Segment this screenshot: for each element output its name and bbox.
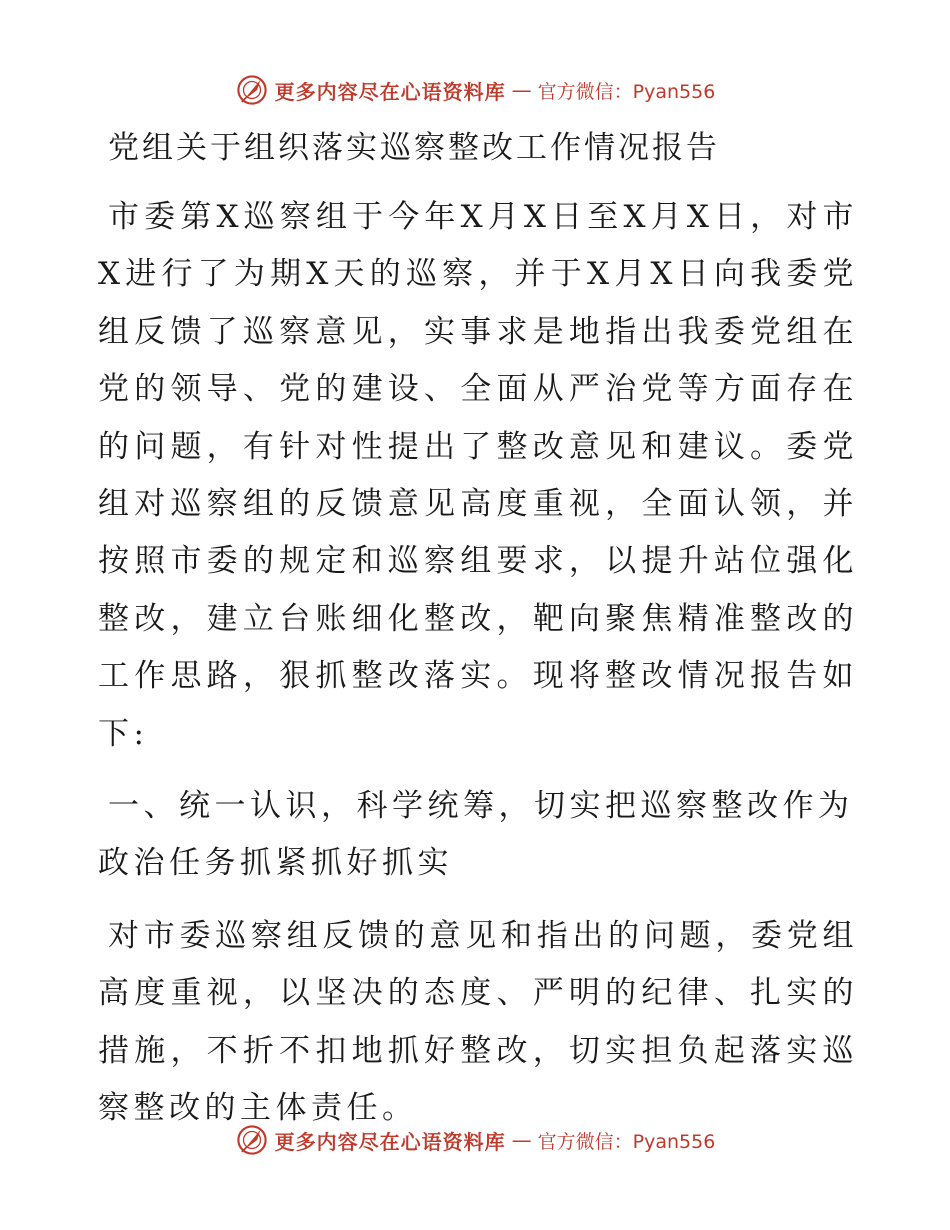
header-watermark-banner (0, 70, 950, 110)
watermark-separator: — (511, 1128, 532, 1152)
quill-pen-circle-icon (235, 1123, 269, 1157)
footer-watermark-group (235, 1123, 716, 1157)
footer-watermark-banner (0, 1120, 950, 1160)
quill-pen-circle-icon (235, 73, 269, 107)
watermark-wechat: 官方微信：Pyan556 (537, 80, 716, 103)
watermark-wechat: 官方微信：Pyan556 (537, 1130, 716, 1153)
document-body (98, 122, 858, 1153)
watermark-text: 更多内容尽在心语资料库 (274, 79, 506, 104)
section-paragraph: 对市委巡察组反馈的意见和指出的问题，委党组高度重视，以坚决的态度、严明的纪律、扎实的措施，不折不扣地抓好整改，切实担负起落实巡察整改的主体责任。 (98, 917, 858, 1127)
section-heading: 一、统一认识，科学统筹，切实把巡察整改作为政治任务抓紧抓好抓实 (98, 788, 854, 882)
header-watermark-group (235, 73, 716, 107)
intro-paragraph: 市委第X巡察组于今年X月X日至X月X日，对市X进行了为期X天的巡察，并于X月X日向我委党组反馈了巡察意见，实事求是地指出我委党组在党的领导、党的建设、全面从严治党等方面存在的问题，有针对性提出了整改意见和建议。委党组对巡察组的反馈意见高度重视，全面认领，并按照市委的规定和巡察组要求，以提升站位强化整改，建立台账细化整改，靶向聚焦精准整改的工作思路，狠抓整改落实。现将整改情况报告如下: (98, 199, 858, 752)
watermark-separator: — (511, 78, 532, 102)
document-title: 党组关于组织落实巡察整改工作情况报告 (108, 130, 720, 166)
watermark-text: 更多内容尽在心语资料库 (274, 1129, 506, 1154)
